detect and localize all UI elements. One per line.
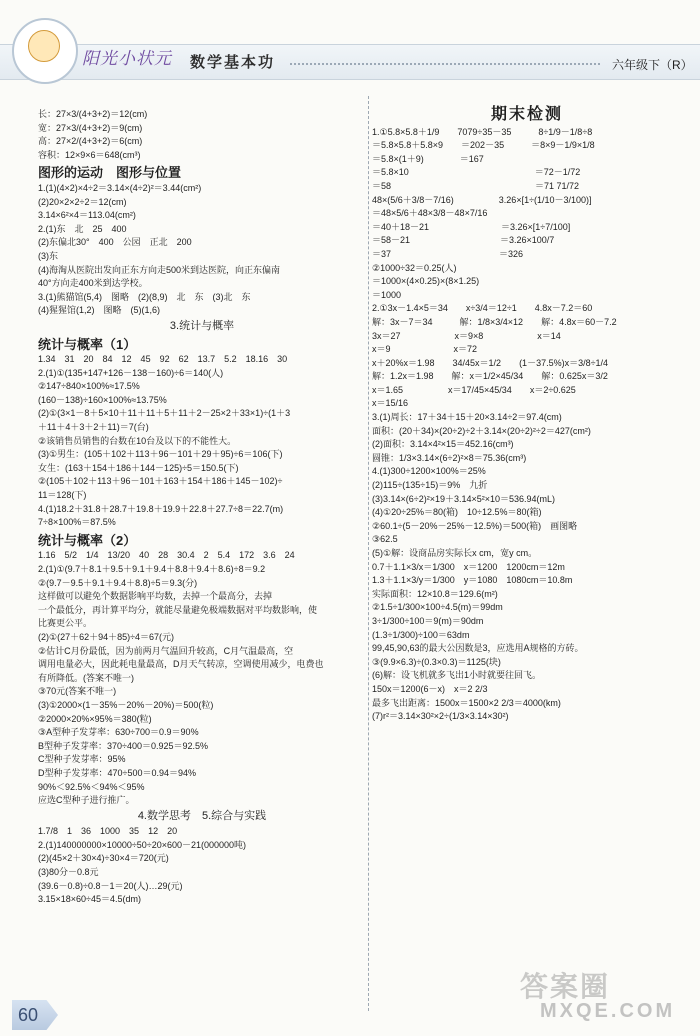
answer-line: B型种子发芽率：370÷400＝0.925＝92.5%	[38, 740, 209, 751]
answer-line: ③(9.9×6.3)÷(0.3×0.3)＝1125(块)	[372, 656, 501, 667]
answer-line: ＝58－21 ＝3.26×100/7	[372, 235, 555, 246]
answer-line: 1.①5.8×5.8＋1/9 7079÷35－35 8÷1/9－1/8÷8	[372, 126, 593, 137]
answer-line: ②估计C月份最低，因为前两月气温回升较高，C月气温最高，空	[38, 645, 294, 656]
answer-line: 4.(1)18.2＋31.8＋28.7＋19.8＋19.9＋22.8＋27.7÷8＝22.7(m)	[38, 503, 284, 514]
answer-line: 3.15×18×60÷45＝4.5(dm)	[38, 894, 142, 905]
answer-line: ＝5.8×(1＋9) ＝167	[372, 153, 484, 164]
answer-line: x＝9 x＝72	[372, 344, 478, 355]
answer-line: 调用电量必大，因此耗电量最高，D月天气转凉，空调使用减少，电费也	[38, 659, 324, 670]
answer-line: 圆锥：1/3×3.14×(6÷2)²×8＝75.36(cm³)	[372, 452, 527, 463]
series-title: 数学基本功	[190, 54, 276, 71]
answer-line: 解：1.2x＝1.98 解：x＝1/2×45/34 解：0.625x＝3/2	[372, 371, 608, 382]
answer-line: 实际面积：12×10.8＝129.6(m²)	[372, 588, 498, 599]
answer-line: (3)①2000×(1－35%－20%－20%)＝500(粒)	[38, 699, 214, 710]
answer-line: (6)解：设飞机就多飞出1小时就要往回飞。	[372, 670, 542, 681]
answer-line: 99,45,90,63的最大公因数是3，应选用A规格的方砖。	[372, 643, 584, 654]
answer-line: (7)r²＝3.14×30²×2÷(1/3×3.14×30²)	[372, 711, 509, 722]
answer-block-volume	[38, 108, 366, 162]
subsection-heading-practice: 4.数学思考 5.综合与实践	[137, 809, 267, 822]
answer-line: 2.(1)①(135+147+126－138－160)÷6＝140(人)	[38, 367, 224, 378]
answer-line: (3)东	[38, 250, 121, 261]
answer-line: 90%＜92.5%＜94%＜95%	[38, 781, 145, 792]
answer-line: 1.34 31 20 84 12 45 92 62 13.7 5.2 18.16 30	[38, 354, 288, 365]
answer-line: 应选C型种子进行推广。	[38, 795, 135, 806]
answer-line: 2.(1)①(9.7＋8.1＋9.5＋9.1＋9.4＋8.8＋9.4＋8.6)÷8＝9.2	[38, 564, 266, 574]
answer-line: ＝5.8×10 ＝72－1/72	[372, 167, 581, 178]
answer-line: (2)①(3×1－8＋5×10＋11＋11＋5＋11＋2－25×2＋33×1)÷(1＋3	[38, 408, 291, 419]
section-heading-geometry: 图形的运动 图形与位置	[38, 165, 182, 181]
answer-line: 高：27×2/(4+3+2)＝6(cm)	[38, 136, 143, 147]
answer-line: (1.3÷1/300)÷100＝63dm	[372, 629, 470, 640]
answer-line: 解：3x－7＝34 解：1/8×3/4×12 解：4.8x＝60－7.2	[372, 316, 617, 327]
answer-line: ③A型种子发芽率：630÷700＝0.9＝90%	[38, 727, 199, 738]
answer-line: (160－138)÷160×100%≈13.75%	[38, 394, 167, 405]
answer-line: 7÷8×100%＝87.5%	[38, 517, 116, 528]
answer-line: (2)(45×2＋30×4)÷30×4＝720(元)	[38, 853, 169, 864]
answer-line: ＝5.8×5.8＋5.8×9 ＝202－35 ＝8×9－1/9×1/8	[372, 140, 595, 151]
answer-block-final-exam	[372, 126, 682, 724]
answer-line: 3÷1/300÷100＝9(m)＝90dm	[372, 615, 484, 626]
answer-line: 1.16 5/2 1/4 13/20 40 28 30.4 2 5.4 172 3.6 24	[38, 550, 295, 561]
answer-line: ②1.5÷1/300×100÷4.5(m)＝99dm	[372, 602, 503, 613]
answer-line: x＝1.65 x＝17/45×45/34 x＝2÷0.625	[372, 384, 576, 395]
answer-line: ③70元(答案不唯一)	[38, 686, 117, 697]
grade-label: 六年级下（R）	[612, 58, 693, 72]
answer-line: ＝1000×(4×0.25)×(8×1.25)	[372, 276, 480, 287]
answer-line: x＋20%x＝1.98 34/45x＝1/2 (1－37.5%)x＝3/8÷1/4	[372, 357, 609, 368]
answer-line: 3x＝27 x＝9×8 x＝14	[372, 330, 561, 341]
section-heading-statistics-2: 统计与概率（2）	[38, 532, 137, 548]
answer-line: (2)东偏北30° 400 公园 正北 200	[38, 237, 192, 248]
answer-line: 有所降低。(答案不唯一)	[38, 672, 134, 683]
answer-line: 宽：27×3/(4+3+2)＝9(cm)	[38, 122, 143, 133]
answer-line: 1.(1)(4×2)×4÷2＝3.14×(4÷2)²＝3.44(cm²)	[38, 182, 202, 193]
right-column	[372, 108, 682, 724]
brand-logo-text: 阳光小状元	[82, 49, 172, 69]
answer-line: ＝37 ＝326	[372, 248, 524, 259]
answer-line: ②(9.7－9.5＋9.1＋9.4＋8.8)÷5＝9.3(分)	[38, 577, 198, 588]
answer-line: 女生：(163＋154＋186＋144－125)÷5＝150.5(下)	[38, 462, 239, 473]
answer-line: (2)20×2×2÷2＝12(cm)	[38, 196, 127, 207]
answer-line: 11＝128(下)	[38, 490, 87, 501]
answer-line: 0.7＋1.1×3/x＝1/300 x＝1200 1200cm＝12m	[372, 561, 565, 572]
answer-line: (4)海淘从医院出发向正东方向走500米到达医院，向正东偏南	[38, 264, 281, 275]
watermark-url: MXQE.COM	[540, 1000, 676, 1022]
answer-line: ②1000÷32＝0.25(人)	[372, 262, 457, 273]
answer-line: (4)猩猩馆(1,2) 图略 (5)(1,6)	[38, 305, 161, 316]
answer-line: ②60.1÷(5－20%－25%－12.5%)＝500(箱) 画图略	[372, 520, 578, 531]
answer-line: ＝48×5/6＋48×3/8－48×7/16	[372, 208, 488, 219]
answer-line: ＋11＋4＋3＋2＋11)＝7(台)	[38, 422, 149, 433]
answer-block-practice	[38, 825, 366, 907]
answer-line: ＝58 ＝71 71/72	[372, 180, 580, 191]
section-heading-statistics-1: 统计与概率（1）	[38, 336, 137, 352]
answer-line: 这样做可以避免个数据影响平均数，去掉一个最高分，去掉	[38, 591, 273, 602]
answer-line: ＝40＋18－21 ＝3.26×[1÷7/100]	[372, 221, 571, 232]
page-header	[0, 0, 700, 90]
header-divider	[290, 63, 600, 65]
answer-line: 比赛更公平。	[38, 618, 93, 629]
answer-line: ②147÷840×100%≈17.5%	[38, 381, 140, 392]
page-number: 60	[18, 1005, 39, 1025]
answer-line: (2)115÷(135÷15)＝9% 九折	[372, 480, 488, 491]
subsection-heading-statistics: 3.统计与概率	[169, 319, 235, 332]
answer-line: 40°方向走400米到达学校。	[38, 278, 148, 289]
answer-line: C型种子发芽率：95%	[38, 754, 126, 765]
answer-line: 2.(1)140000000×10000÷50÷20×600－21(000000吨)	[38, 839, 247, 850]
left-column	[38, 108, 366, 907]
answer-line: (3)①男生：(105＋102＋113＋96－101＋29＋95)÷6＝106(下)	[38, 449, 283, 460]
answer-line: (39.6－0.8)÷0.8－1＝20(人)…29(元)	[38, 880, 183, 891]
answer-line: ②该销售员销售的台数在10台及以下的不能性大。	[38, 435, 237, 446]
answer-line: ②(105＋102＋113＋96－101＋163＋154＋186＋145－102)÷	[38, 476, 283, 487]
final-exam-title: 期末检测	[490, 106, 563, 123]
answer-line: 1.7/8 1 36 1000 35 12 20	[38, 826, 178, 837]
answer-line: D型种子发芽率：470÷500＝0.94＝94%	[38, 767, 197, 778]
column-divider	[368, 96, 369, 1011]
answer-block-statistics-1	[38, 353, 366, 530]
answer-line: ③62.5	[372, 534, 398, 545]
answer-line: ②2000×20%×95%＝380(粒)	[38, 713, 152, 724]
answer-line: 面积：(20＋34)×(20÷2)÷2＋3.14×(20÷2)²÷2＝427(cm²)	[372, 425, 591, 436]
answer-block-geometry	[38, 182, 366, 318]
answer-line: (4)①20÷25%＝80(箱) 10÷12.5%＝80(箱)	[372, 507, 542, 518]
answer-line: x＝15/16	[372, 398, 409, 409]
answer-line: 3.(1)周长：17＋34＋15＋20×3.14÷2＝97.4(cm)	[372, 412, 562, 423]
answer-line: 48×(5/6＋3/8－7/16) 3.26×[1÷(1/10－3/100)]	[372, 194, 592, 205]
answer-line: 容积：12×9×6＝648(cm³)	[38, 149, 141, 160]
answer-line: 最多飞出距离：1500x＝1500×2 2/3＝4000(km)	[372, 697, 561, 708]
answer-line: (3)3.14×(6÷2)²×19＋3.14×5²×10＝536.94(mL)	[372, 493, 556, 504]
answer-line: 一个最低分，再计算平均分，就能尽量避免极端数据对平均数影响，使	[38, 604, 318, 615]
answer-line: 3.(1)熊猫馆(5,4) 图略 (2)(8,9) 北 东 (3)北 东	[38, 291, 251, 302]
answer-line: 1.3＋1.1×3/y＝1/300 y＝1080 1080cm＝10.8m	[372, 575, 573, 586]
answer-line: (2)面积：3.14×4²×15＝452.16(cm³)	[372, 439, 514, 450]
mascot-icon	[28, 30, 60, 62]
answer-line: 2.①3x－1.4×5＝34 x÷3/4＝12÷1 4.8x－7.2＝60	[372, 303, 593, 314]
answer-line: 3.14×6²×4＝113.04(cm²)	[38, 210, 136, 221]
answer-line: (3)80分－0.8元	[38, 867, 99, 878]
answer-block-statistics-2	[38, 549, 366, 807]
answer-line: 2.(1)东 北 25 400	[38, 223, 127, 234]
answer-line: ＝1000	[372, 289, 402, 300]
answer-line: 长：27×3/(4+3+2)＝12(cm)	[38, 109, 148, 119]
answer-line: 4.(1)300÷1200×100%＝25%	[372, 466, 486, 477]
watermark-logo: 答案圈	[520, 971, 611, 1002]
answer-line: 150x＝1200(6－x) x＝2 2/3	[372, 683, 488, 694]
answer-line: (5)①解：设商品房实际长x cm，宽y cm。	[372, 548, 538, 558]
answer-line: (2)①(27＋62＋94＋85)÷4＝67(元)	[38, 631, 175, 642]
